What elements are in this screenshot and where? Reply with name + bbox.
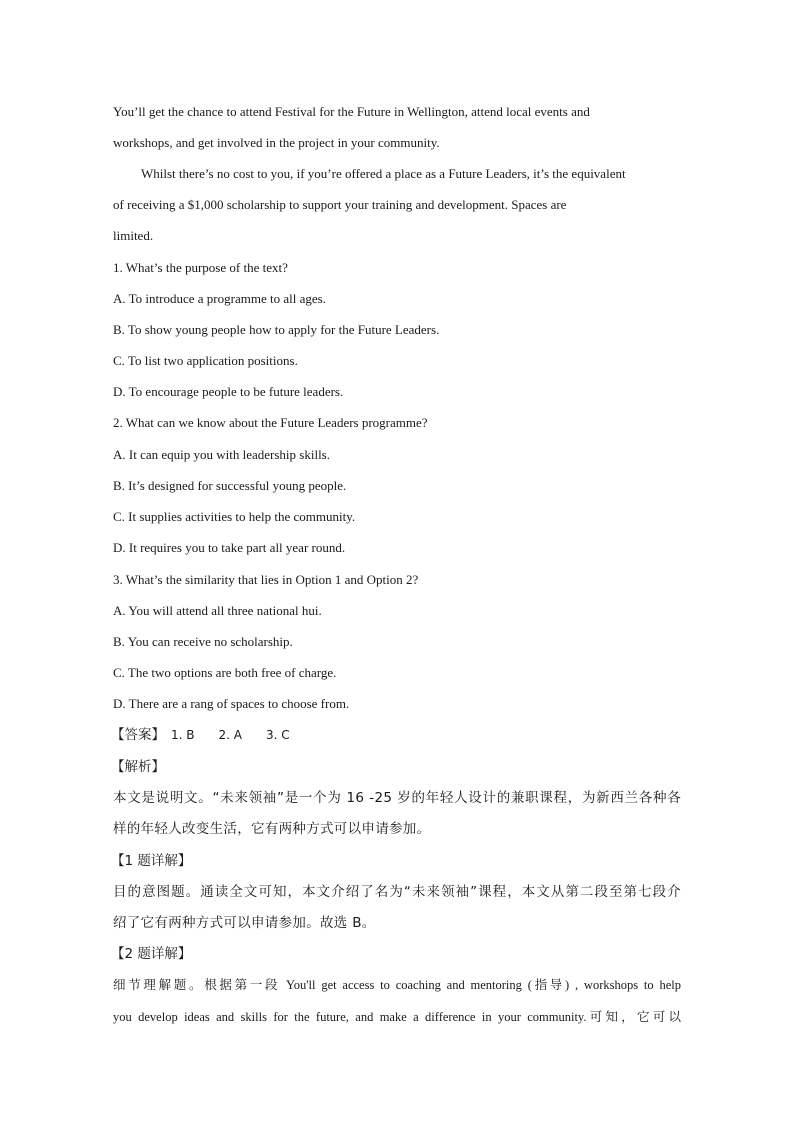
question-1-option-a: A. To introduce a programme to all ages. xyxy=(113,291,326,306)
question-2-option-a: A. It can equip you with leadership skills. xyxy=(113,447,330,462)
question-3-option-a: A. You will attend all three national hui. xyxy=(113,603,322,618)
passage-line-5: limited. xyxy=(113,228,154,243)
question-1-option-b: B. To show young people how to apply for the Future Leaders. xyxy=(113,322,440,337)
analysis-line-2: 样的年轻人改变生活，它有两种方式可以申请参加。 xyxy=(113,821,431,837)
question-2-stem: 2. What can we know about the Future Leaders programme? xyxy=(113,415,428,430)
detail-2-line-1: 细节理解题。根据第一段 You'll get access to coaching and mentoring (指导) , workshops to help xyxy=(113,978,681,992)
detail-1-line-1: 目的意图题。通读全文可知，本文介绍了名为“未来领袖”课程，本文从第二段至第七段介 xyxy=(113,884,681,900)
passage-line-3: Whilst there’s no cost to you, if you’re offered a place as a Future Leaders, it’s the equivalent xyxy=(141,166,626,181)
question-3-option-d: D. There are a rang of spaces to choose from. xyxy=(113,696,350,711)
detail-1-label: 【1 题详解】 xyxy=(111,853,192,869)
detail-2-line-2: you develop ideas and skills for the future, and make a difference in your community.可知，它可以 xyxy=(113,1010,681,1024)
answer-label: 【答案】 xyxy=(111,727,165,743)
question-1-stem: 1. What’s the purpose of the text? xyxy=(113,260,288,275)
question-3-option-b: B. You can receive no scholarship. xyxy=(113,634,293,649)
detail-2-label: 【2 题详解】 xyxy=(111,946,192,962)
question-2-option-c: C. It supplies activities to help the community. xyxy=(113,509,356,524)
answer-2: 2. A xyxy=(218,728,242,742)
question-1-option-c: C. To list two application positions. xyxy=(113,353,298,368)
answer-3: 3. C xyxy=(265,728,290,742)
question-2-option-b: B. It’s designed for successful young people. xyxy=(113,478,347,493)
answer-1: 1. B xyxy=(171,728,195,742)
question-3-option-c: C. The two options are both free of charge. xyxy=(113,665,337,680)
question-1-option-d: D. To encourage people to be future leaders. xyxy=(113,384,344,399)
passage-line-1: You’ll get the chance to attend Festival for the Future in Wellington, attend local events and xyxy=(113,104,590,119)
analysis-label: 【解析】 xyxy=(111,759,165,775)
analysis-line-1: 本文是说明文。“未来领袖”是一个为 16 -25 岁的年轻人设计的兼职课程，为新西兰各种各 xyxy=(113,790,681,806)
answer-line xyxy=(111,726,679,744)
question-2-option-d: D. It requires you to take part all year round. xyxy=(113,540,346,555)
question-3-stem: 3. What’s the similarity that lies in Option 1 and Option 2? xyxy=(113,572,419,587)
passage-line-2: workshops, and get involved in the project in your community. xyxy=(113,135,440,150)
passage-line-4: of receiving a $1,000 scholarship to support your training and development. Spaces are xyxy=(113,197,567,212)
detail-1-line-2: 绍了它有两种方式可以申请参加。故选 B。 xyxy=(113,915,376,931)
